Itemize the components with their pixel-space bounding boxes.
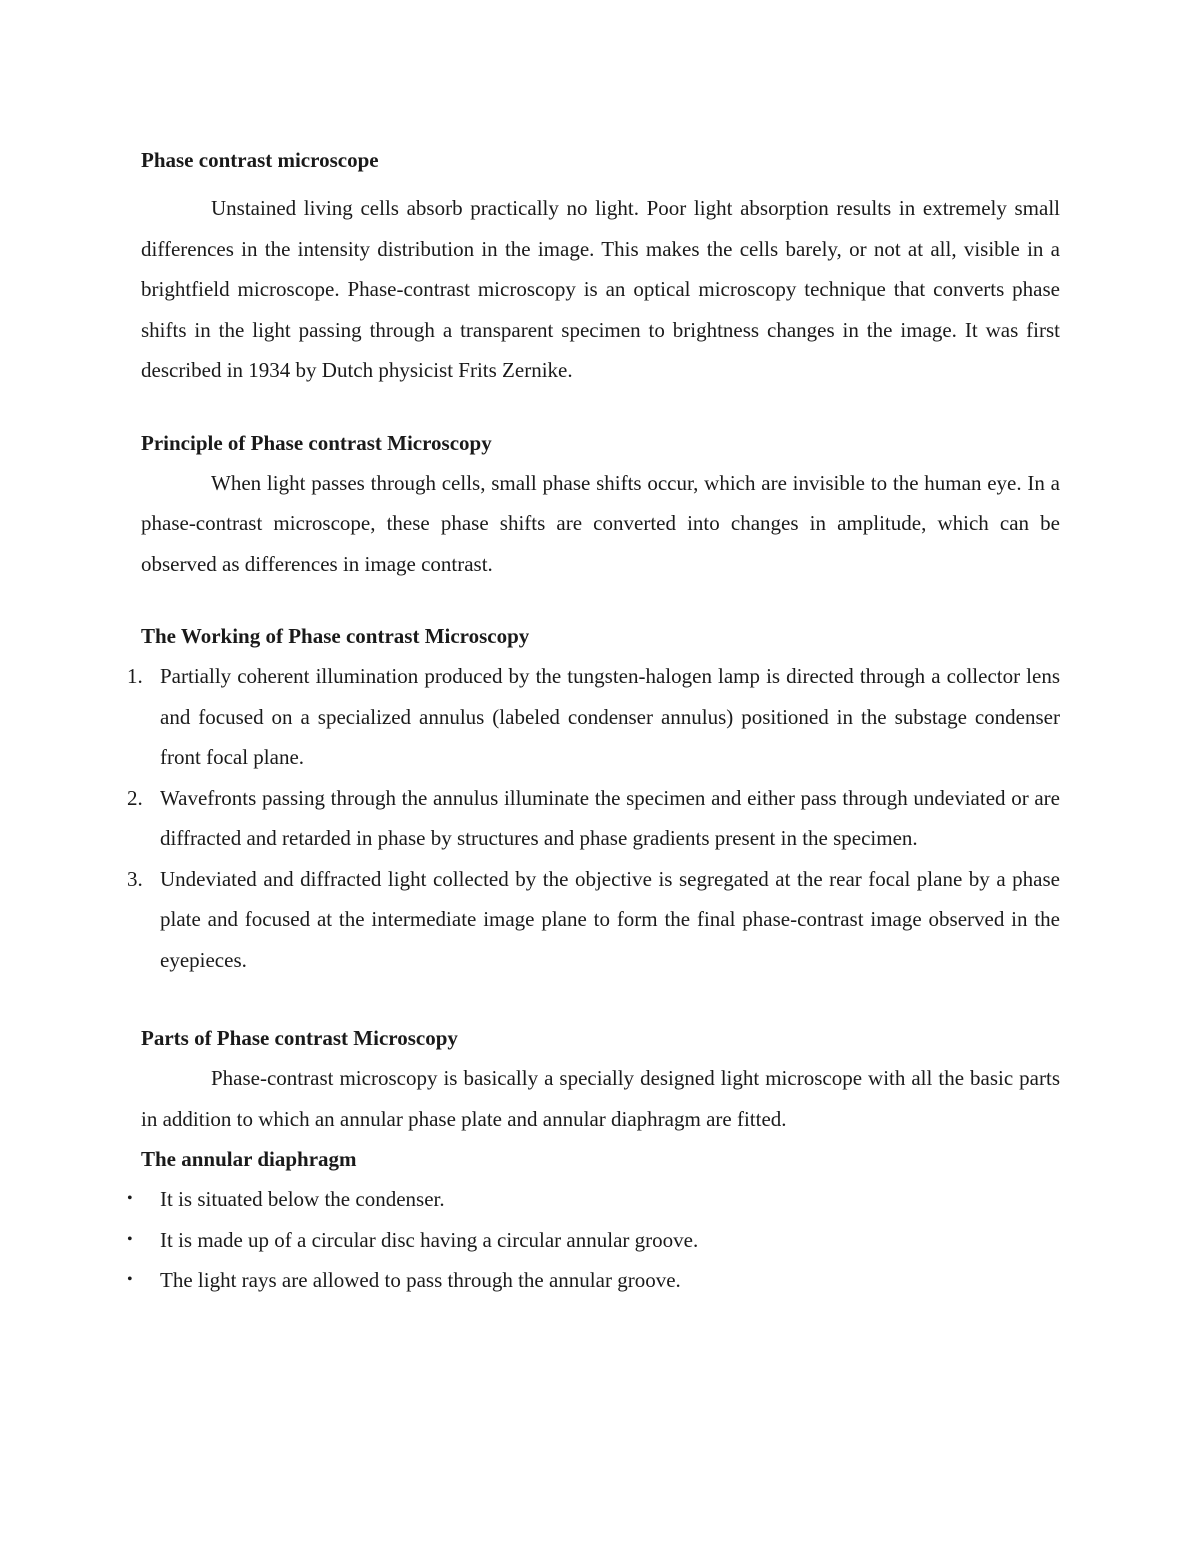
list-item xyxy=(127,1220,1060,1261)
list-item xyxy=(127,1260,1060,1301)
paragraph-intro: Unstained living cells absorb practically no light. Poor light absorption results in extremely small differences in the intensity distribution in the image. This makes the cells barely, or not at all, visible in a brightfield microscope. Phase-contrast microscopy is an optical microscopy technique that converts phase shifts in the light passing through a transparent specimen to brightness changes in the image. It was first described in 1934 by Dutch physicist Frits Zernike. xyxy=(141,196,1060,382)
list-item-text: Partially coherent illumination produced by the tungsten-halogen lamp is directed through a collector lens and focused on a specialized annulus (labeled condenser annulus) positioned in the substage condenser front focal plane. xyxy=(160,664,1060,769)
list-item xyxy=(127,859,1060,981)
bullet-icon: • xyxy=(127,1190,133,1207)
list-item-text: Undeviated and diffracted light collected by the objective is segregated at the rear focal plane by a phase plate and focused at the intermediate image plane to form the final phase-contrast image observed in the eyepieces. xyxy=(160,866,1060,972)
list-number: 3. xyxy=(127,866,143,891)
list-number: 1. xyxy=(127,664,143,688)
list-item-text: The light rays are allowed to pass through the annular groove. xyxy=(160,1268,681,1292)
annular-diaphragm-list xyxy=(127,1179,1060,1301)
heading-annular-diaphragm: The annular diaphragm xyxy=(141,1147,357,1171)
heading-parts: Parts of Phase contrast Microscopy xyxy=(141,1026,458,1050)
heading-principle: Principle of Phase contrast Microscopy xyxy=(141,430,492,455)
list-item-text: It is situated below the condenser. xyxy=(160,1187,445,1211)
bullet-icon: • xyxy=(127,1230,133,1248)
list-item xyxy=(127,778,1060,859)
document-page xyxy=(127,140,1060,1301)
working-steps-list xyxy=(127,656,1060,980)
list-item-text: Wavefronts passing through the annulus illuminate the specimen and either pass through undeviated or are diffracted and retarded in phase by structures and phase gradients present in the specimen. xyxy=(160,785,1060,850)
paragraph-parts: Phase-contrast microscopy is basically a specially designed light microscope with all the basic parts in addition to which an annular phase plate and annular diaphragm are fitted. xyxy=(141,1066,1060,1131)
paragraph-principle: When light passes through cells, small phase shifts occur, which are invisible to the human eye. In a phase-contrast microscope, these phase shifts are converted into changes in amplitude, which can be observed as differences in image contrast. xyxy=(141,470,1060,576)
heading-working: The Working of Phase contrast Microscopy xyxy=(141,624,530,648)
heading-phase-contrast-microscope: Phase contrast microscope xyxy=(141,148,379,172)
list-number: 2. xyxy=(127,785,143,810)
list-item xyxy=(127,656,1060,778)
list-item-text: It is made up of a circular disc having a circular annular groove. xyxy=(160,1227,699,1252)
list-item xyxy=(127,1179,1060,1220)
bullet-icon: • xyxy=(127,1271,133,1288)
